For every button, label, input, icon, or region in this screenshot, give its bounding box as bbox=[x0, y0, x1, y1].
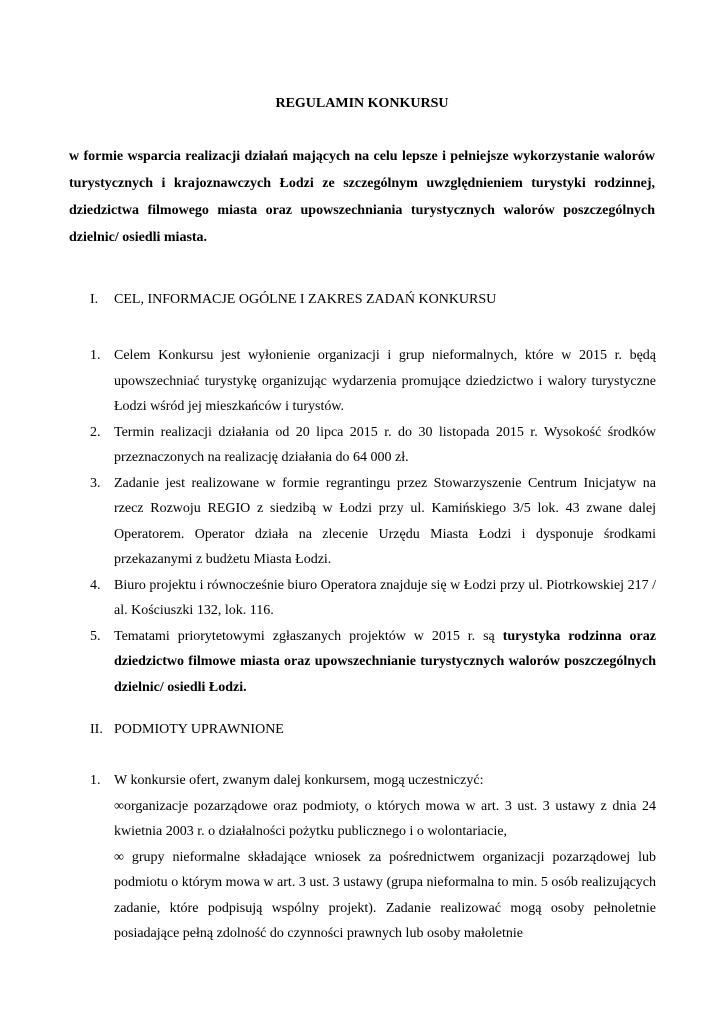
section-number: II. bbox=[90, 722, 103, 737]
item-text: Termin realizacji działania od 20 lipca 2015 r. do 30 listopada 2015 r. Wysokość środków przeznaczonych na realizację działania do 64 000 zł. bbox=[114, 424, 656, 465]
item-text: Zadanie jest realizowane w formie regrantingu przez Stowarzyszenie Centrum Inicjatyw na rzecz Rozwoju REGIO z siedzibą w Łodzi przy ul. Kamińskiego 3/5 lok. 43 zwane dalej Operatorem. Operator działa na zlecenie Urzędu Miasta Łodzi i dysponuje środkami przekazanymi z budżetu Miasta Łodzi. bbox=[114, 475, 656, 567]
section-heading-2 bbox=[90, 722, 284, 738]
item-number: 3. bbox=[90, 475, 101, 491]
item-intro: W konkursie ofert, zwanym dalej konkursem, mogą uczestniczyć: bbox=[114, 773, 484, 788]
list-item bbox=[90, 471, 656, 573]
list-item bbox=[90, 343, 656, 420]
bullet-symbol: ∞ bbox=[114, 849, 124, 865]
list-item bbox=[90, 420, 656, 471]
item-text: Celem Konkursu jest wyłonienie organizacji i grup nieformalnych, które w 2015 r. będą upowszechniać turystykę organizując wydarzenia promujące dziedzictwo i walory turystyczne Łodzi wśród jej mieszkańców i turystów. bbox=[114, 348, 656, 414]
list-item bbox=[90, 768, 656, 947]
item-text: Tematami priorytetowymi zgłaszanych projektów w 2015 r. są bbox=[114, 628, 503, 644]
list-item bbox=[90, 624, 656, 701]
page-title: REGULAMIN KONKURSU bbox=[275, 96, 449, 111]
section-title: PODMIOTY UPRAWNIONE bbox=[114, 722, 284, 737]
item-text: Biuro projektu i równocześnie biuro Operatora znajduje się w Łodzi przy ul. Piotrkowskiej 217 / al. Kościuszki 132, lok. 116. bbox=[114, 577, 656, 618]
section-heading-1 bbox=[90, 292, 496, 308]
section-number: I. bbox=[90, 292, 99, 307]
item-number: 2. bbox=[90, 424, 101, 440]
item-number: 1. bbox=[90, 773, 101, 788]
item-text-bold: turystyka rodzinna oraz dziedzictwo filmowe miasta oraz upowszechnianie turystycznych walorów poszczególnych dzielnic/ osiedli Łodzi. bbox=[114, 628, 656, 695]
section-1-list bbox=[90, 343, 656, 700]
document-subtitle: w formie wsparcia realizacji działań mających na celu lepsze i pełniejsze wykorzystanie walorów turystycznych i krajoznawczych Łodzi ze szczególnym uwzględnieniem turystyki rodzinnej, dziedzictwa filmowego miasta oraz upowszechniania turystycznych walorów poszczególnych dzielnic/ osiedli miasta. bbox=[69, 149, 655, 245]
list-item bbox=[90, 573, 656, 624]
bullet-symbol: ∞ bbox=[114, 798, 124, 814]
item-number: 5. bbox=[90, 628, 101, 644]
section-title: CEL, INFORMACJE OGÓLNE I ZAKRES ZADAŃ KONKURSU bbox=[114, 292, 497, 307]
bullet-text: organizacje pozarządowe oraz podmioty, o których mowa w art. 3 ust. 3 ustawy z dnia 24 kwietnia 2003 r. o działalności pożytku publicznego i o wolontariacie, bbox=[114, 798, 656, 839]
bullet-item bbox=[114, 845, 656, 947]
section-2-list bbox=[90, 768, 656, 947]
item-number: 4. bbox=[90, 577, 101, 593]
bullet-text: grupy nieformalne składające wniosek za pośrednictwem organizacji pozarządowej lub podmiotu o którym mowa w art. 3 ust. 3 ustawy (grupa nieformalna to min. 5 osób realizujących zadanie, które podpisują wspólny projekt). Zadanie realizować mogą osoby pełnoletnie posiadające pełną zdolność do czynności prawnych lub osoby małoletnie bbox=[114, 849, 656, 941]
bullet-item bbox=[114, 794, 656, 845]
item-number: 1. bbox=[90, 348, 101, 363]
